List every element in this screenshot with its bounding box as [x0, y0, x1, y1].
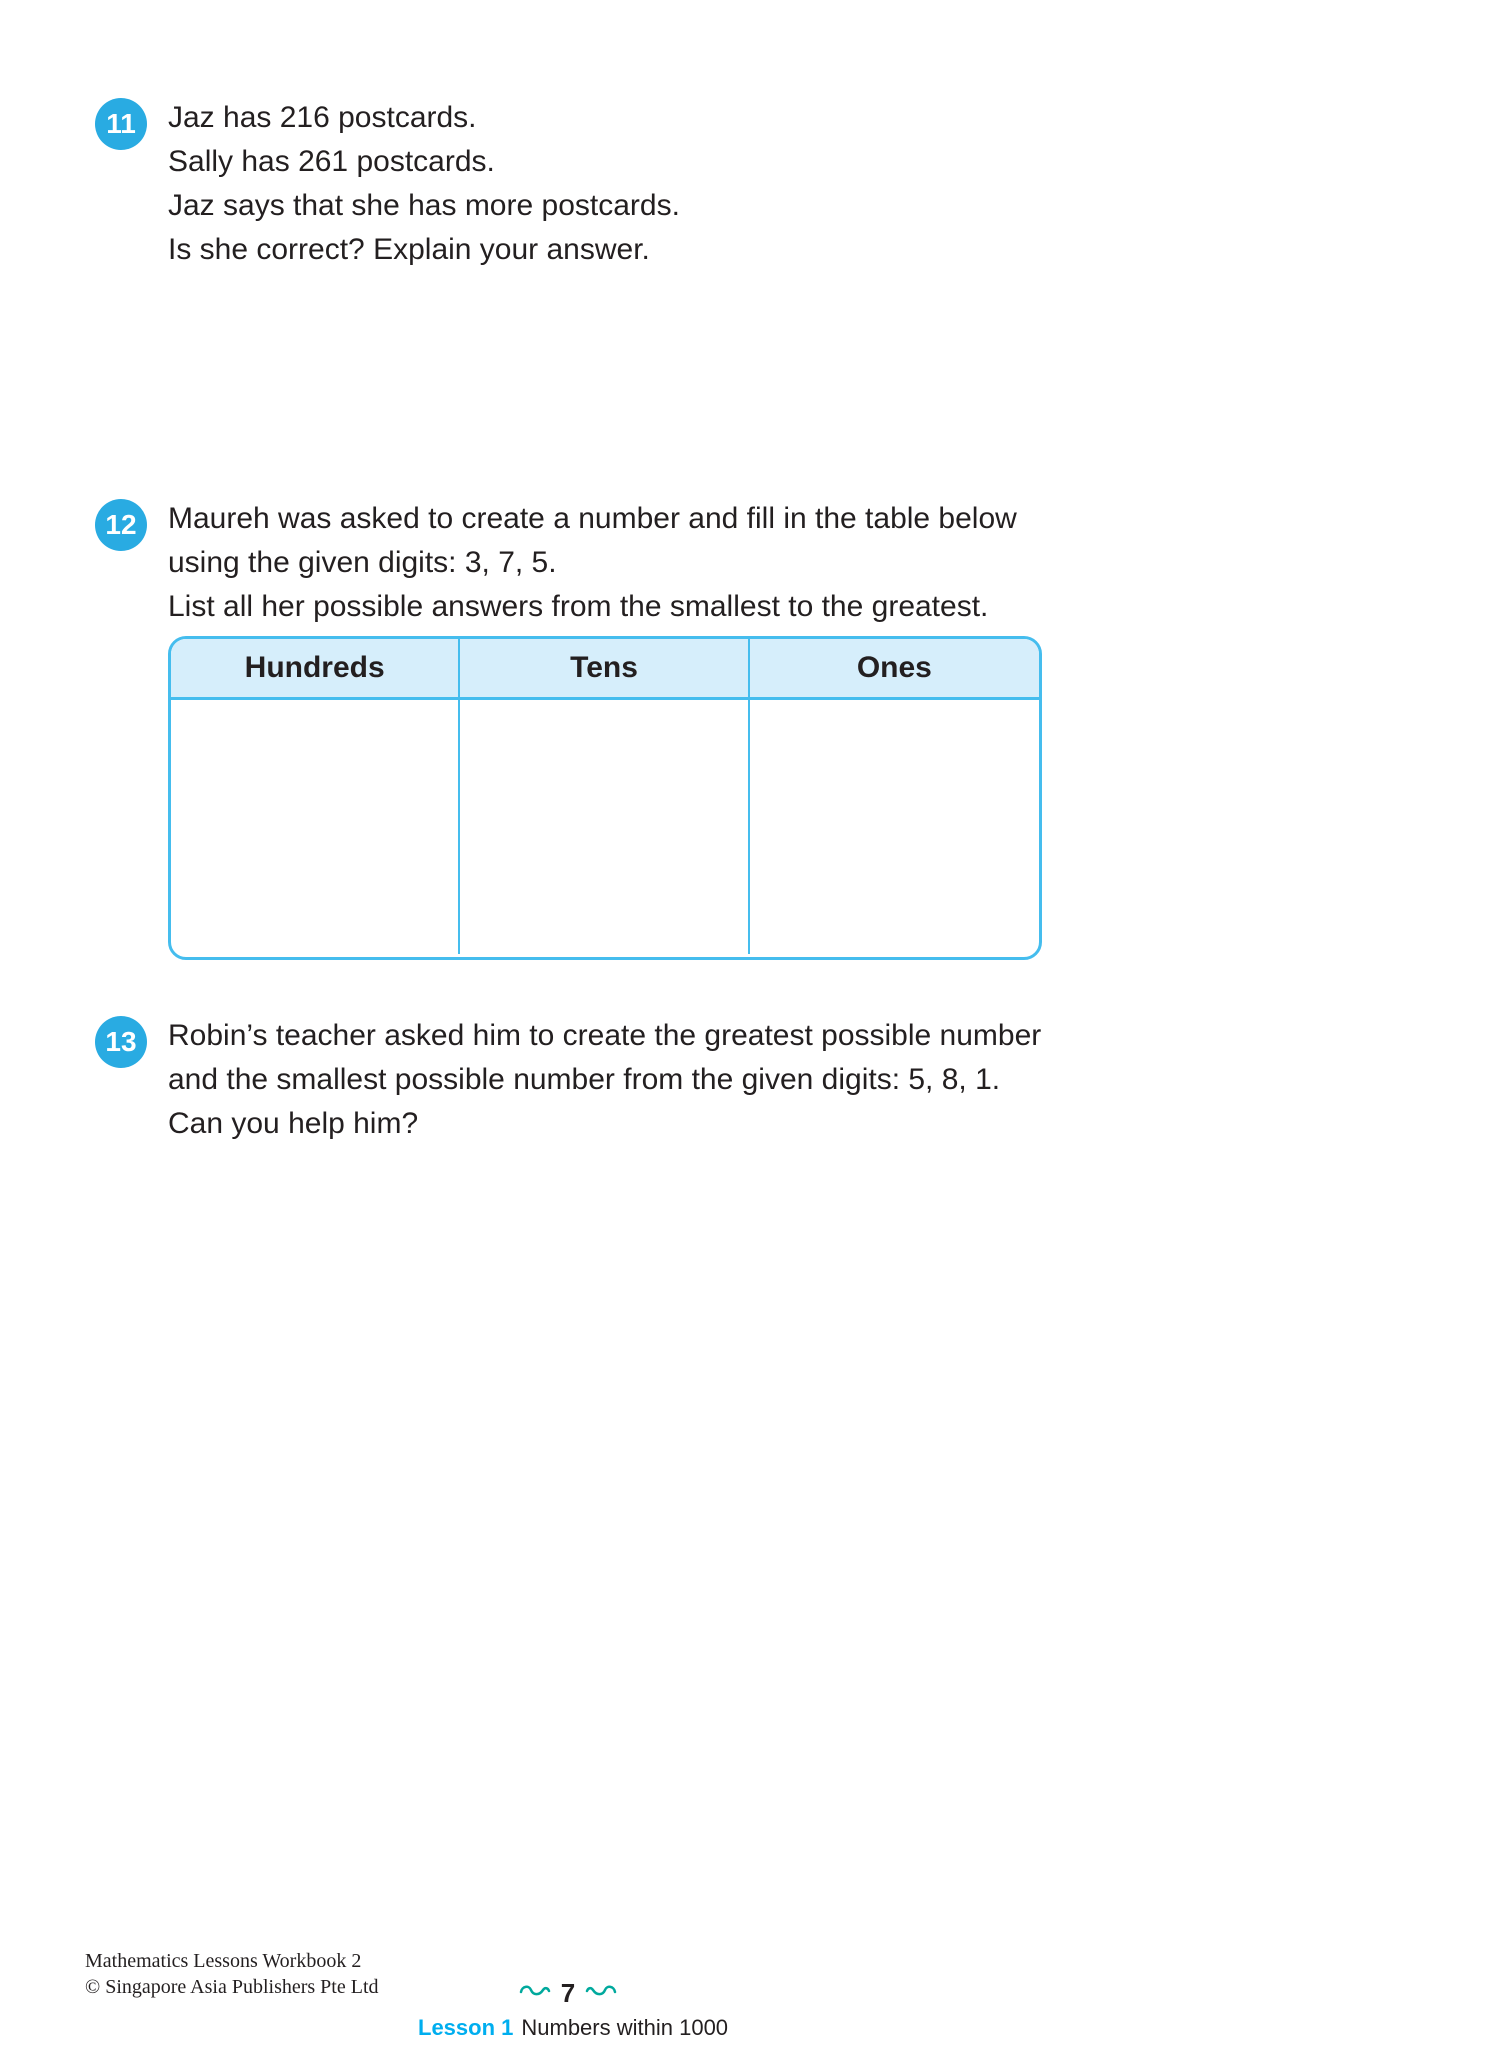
question-line: Jaz says that she has more postcards. [168, 189, 680, 222]
workbook-title: Mathematics Lessons Workbook 2 [85, 1950, 362, 1972]
question-line: using the given digits: 3, 7, 5. [168, 546, 557, 579]
footer-page-info [418, 1978, 729, 2041]
ornament-swirl-right-icon [585, 1983, 617, 2004]
question-line: Can you help him? [168, 1107, 419, 1140]
question-text [168, 497, 1017, 629]
question-11 [95, 96, 680, 272]
table-header-hundreds: Hundreds [171, 639, 460, 697]
question-13 [95, 1014, 1041, 1146]
ornament-swirl-left-icon [519, 1983, 551, 2004]
question-number-badge: 11 [95, 98, 147, 150]
question-number-badge: 13 [95, 1016, 147, 1068]
table-cell-ones [750, 700, 1039, 954]
question-line: Robin’s teacher asked him to create the greatest possible number [168, 1019, 1042, 1052]
table-header-tens: Tens [460, 639, 749, 697]
table-cell-hundreds [171, 700, 460, 954]
question-12 [95, 497, 1017, 629]
table-body-row [171, 700, 1039, 954]
lesson-number: Lesson 1 [418, 2015, 514, 2040]
page-number: 7 [560, 1978, 576, 2008]
question-text [168, 96, 680, 272]
question-line: Jaz has 216 postcards. [168, 101, 477, 134]
table-cell-tens [460, 700, 749, 954]
question-text [168, 1014, 1041, 1146]
lesson-caption [418, 2015, 729, 2041]
question-line: Sally has 261 postcards. [168, 145, 495, 178]
place-value-table [168, 636, 1042, 960]
table-header-ones: Ones [856, 651, 932, 684]
question-line: Maureh was asked to create a number and fill in the table below [168, 502, 1017, 535]
publisher-copyright: © Singapore Asia Publishers Pte Ltd [85, 1976, 379, 1998]
question-line: Is she correct? Explain your answer. [168, 233, 650, 266]
lesson-title: Numbers within 1000 [521, 2015, 729, 2040]
footer-imprint [85, 1948, 379, 2000]
table-header-row [171, 639, 1039, 700]
question-line: and the smallest possible number from the given digits: 5, 8, 1. [168, 1063, 1001, 1096]
question-number-badge: 12 [95, 499, 147, 551]
page-number-row [418, 1978, 718, 2009]
question-line: List all her possible answers from the smallest to the greatest. [168, 590, 989, 623]
